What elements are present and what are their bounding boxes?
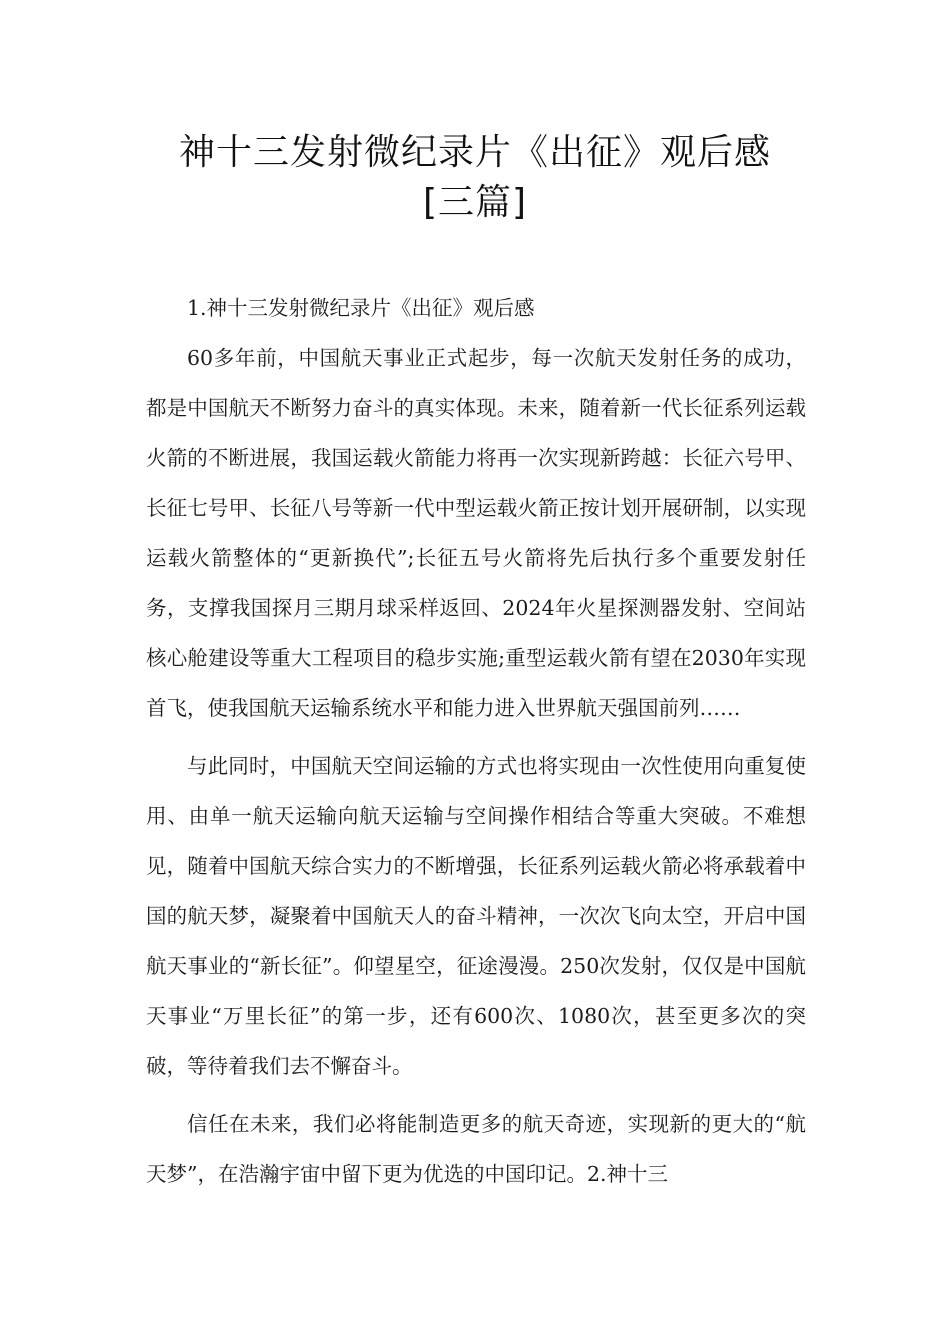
title-line-1: 神十三发射微纪录片《出征》观后感 (178, 132, 771, 173)
paragraph-2: 与此同时，中国航天空间运输的方式也将实现由一次性使用向重复使用、由单一航天运输向航天运输与空间操作相结合等重大突破。不难想见，随着中国航天综合实力的不断增强，长征系列运载火箭必将承载着中国的航天梦，凝聚着中国航天人的奋斗精神，一次次飞向太空，开启中国航天事业的“新长征”。仰望星空，征途漫漫。250次发射，仅仅是中国航天事业“万里长征”的第一步，还有600次、1080次，甚至更多次的突破，等待着我们去不懈奋斗。 (146, 754, 806, 1078)
document-body (146, 283, 806, 1207)
paragraph-3: 信任在未来，我们必将能制造更多的航天奇迹，实现新的更大的“航天梦”，在浩瀚宇宙中留下更为优选的中国印记。2.神十三 (146, 1112, 806, 1186)
paragraph-1: 60多年前，中国航天事业正式起步，每一次航天发射任务的成功，都是中国航天不断努力奋斗的真实体现。未来，随着新一代长征系列运载火箭的不断进展，我国运载火箭能力将再一次实现新跨越：长征六号甲、长征七号甲、长征八号等新一代中型运载火箭正按计划开展研制，以实现运载火箭整体的“更新换代”;长征五号火箭将先后执行多个重要发射任务，支撑我国探月三期月球采样返回、2024年火星探测器发射、空间站核心舱建设等重大工程项目的稳步实施;重型运载火箭有望在2030年实现首飞，使我国航天运输系统水平和能力进入世界航天强国前列…… (146, 346, 806, 720)
title-line-2: [三篇] (422, 182, 528, 223)
section-heading: 1.神十三发射微纪录片《出征》观后感 (187, 296, 535, 320)
document-title (130, 128, 820, 228)
